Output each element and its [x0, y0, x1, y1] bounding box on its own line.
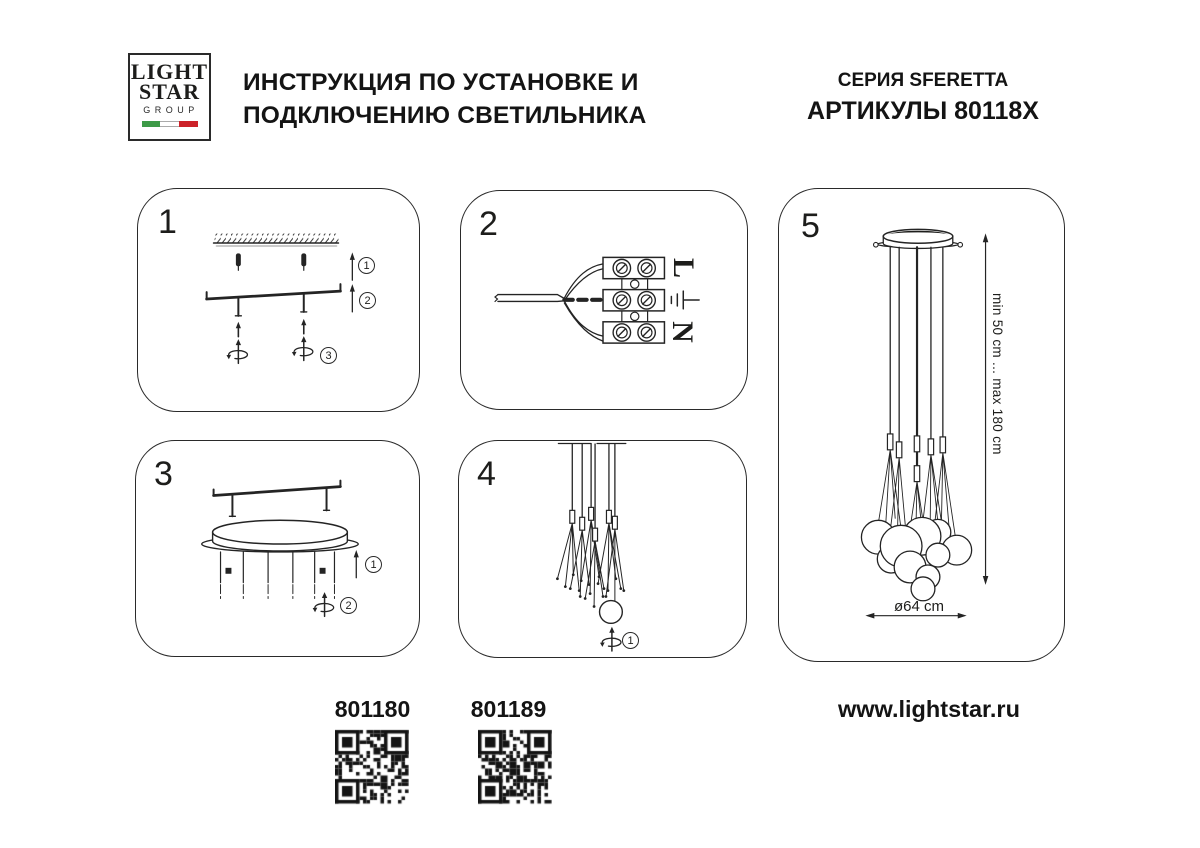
diameter-label: ø64 cm [893, 598, 944, 615]
step-badge-1: 1 [365, 556, 382, 573]
mounting-bracket [207, 291, 341, 299]
qr-code [335, 729, 409, 805]
step-badge-2: 2 [340, 597, 357, 614]
cord-lock [225, 568, 231, 574]
screw-icon [236, 322, 241, 337]
step-badge-1: 1 [358, 257, 375, 274]
logo-text: STAR [138, 79, 201, 104]
panel-number: 4 [477, 455, 496, 493]
article-code-1: 801180 [334, 696, 411, 722]
ceiling-hatch [215, 234, 339, 243]
qr-code [478, 729, 552, 805]
panel-number: 2 [479, 205, 498, 243]
panel-step-4 [458, 440, 747, 658]
step-arrow-icon [354, 550, 359, 578]
step-badge-1: 1 [622, 632, 639, 649]
panel-number: 3 [154, 455, 173, 493]
panel-3-diagram [136, 441, 419, 656]
logo-text: LIGHT [130, 59, 209, 84]
live-label: L [667, 257, 700, 278]
italy-flag-icon [142, 121, 198, 127]
dowel-icon [301, 253, 306, 270]
glass-sphere [600, 601, 623, 624]
height-dimension-line [983, 233, 989, 585]
neutral-label: N [666, 321, 699, 343]
step-arrow-icon [350, 284, 355, 312]
mains-cable [498, 295, 564, 302]
article-code-2: 801189 [470, 696, 547, 722]
title-line-1: ИНСТРУКЦИЯ ПО УСТАНОВКЕ И [243, 69, 639, 96]
screw-icon [301, 319, 306, 334]
height-range-label: min 50 cm ... max 180 cm [990, 293, 1005, 455]
panel-2-wiring-diagram [461, 191, 747, 409]
series-block [798, 70, 1048, 126]
live-wire [564, 264, 603, 301]
sphere-cluster [861, 517, 971, 600]
step-badge-3: 3 [320, 347, 337, 364]
panel-step-2 [460, 190, 748, 410]
suspension-cords [221, 552, 335, 600]
turn-screw-icon [226, 339, 247, 363]
panel-1-diagram [138, 189, 419, 411]
dowel-icon [236, 253, 241, 270]
turn-screw-icon [292, 336, 313, 360]
panel-step-1 [137, 188, 420, 412]
cable-break [495, 295, 498, 302]
articles-label: АРТИКУЛЫ 80118X [807, 97, 1039, 125]
website-link: www.lightstar.ru [838, 696, 1020, 722]
ground-symbol-icon [671, 291, 699, 309]
turn-screw-icon [600, 627, 621, 651]
step-badge-2: 2 [359, 292, 376, 309]
step-arrow-icon [350, 252, 355, 280]
panel-5-fixture-diagram [779, 189, 1064, 661]
cord-lock [320, 568, 326, 574]
series-label: СЕРИЯ SFERETTA [837, 70, 1009, 91]
panel-4-diagram [459, 441, 746, 657]
neutral-wire [564, 301, 603, 341]
panel-step-3 [135, 440, 420, 657]
panel-number: 5 [801, 207, 820, 245]
page-title [243, 66, 646, 132]
panel-number: 1 [158, 203, 177, 241]
logo-text: GROUP [143, 105, 199, 115]
title-line-2: ПОДКЛЮЧЕНИЮ СВЕТИЛЬНИКА [243, 102, 647, 129]
lightstar-logo [128, 53, 211, 141]
panel-step-5 [778, 188, 1065, 662]
turn-screw-icon [313, 592, 334, 616]
canopy [213, 520, 348, 544]
